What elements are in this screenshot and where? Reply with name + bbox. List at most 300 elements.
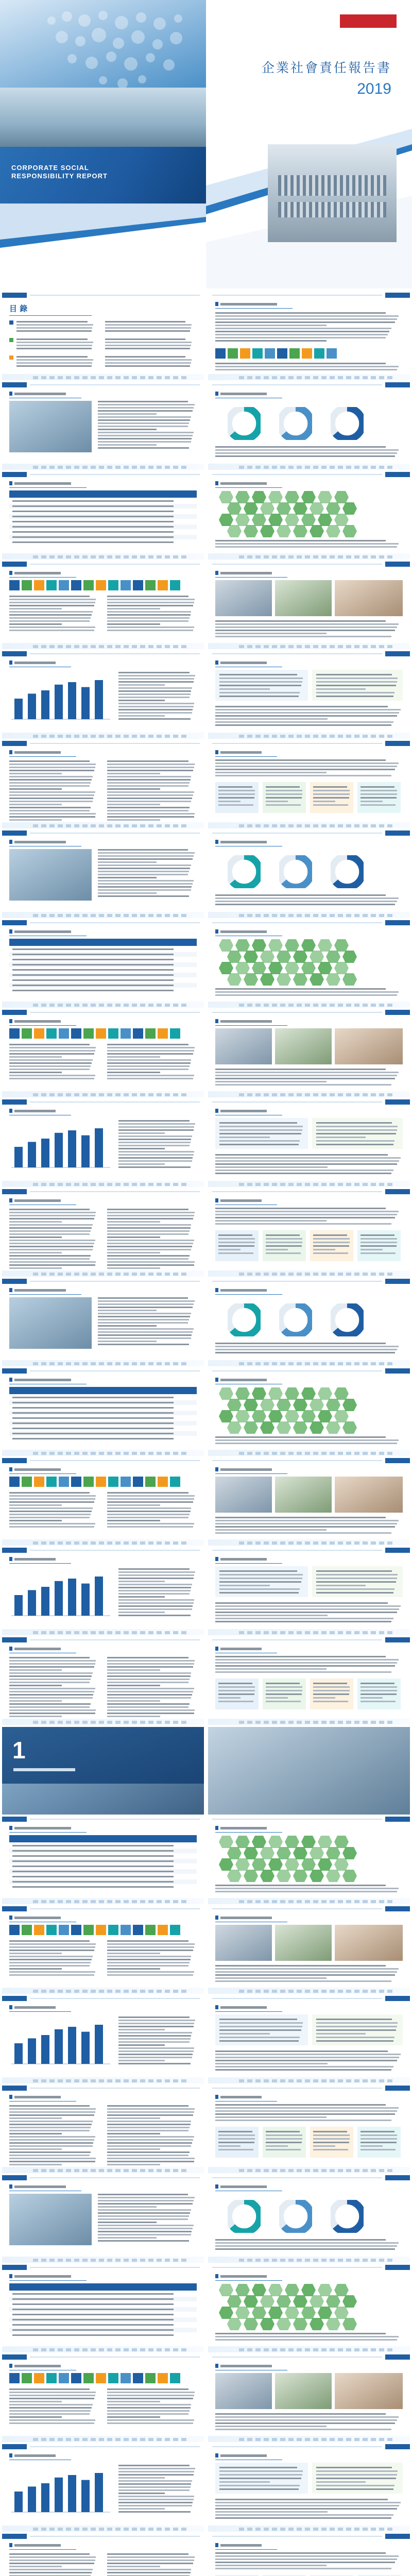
footer-decoration <box>33 1093 187 1096</box>
donut-graphic <box>279 1303 312 1336</box>
text-line <box>9 2151 91 2153</box>
text-line <box>107 1660 195 1662</box>
text-line <box>98 404 195 405</box>
header-accent-block <box>385 2354 410 2360</box>
text-line <box>9 630 94 631</box>
text-line <box>219 2474 302 2476</box>
text-line <box>98 886 192 888</box>
text-line <box>98 438 192 439</box>
photo <box>208 1727 410 1815</box>
text-line <box>360 2134 397 2136</box>
text-line <box>215 1671 391 1673</box>
text-line <box>215 759 386 761</box>
text-line <box>9 1675 92 1677</box>
page-header-rule <box>2 1906 204 1911</box>
text-line <box>107 2148 160 2150</box>
text-line <box>118 2477 165 2479</box>
header-line <box>30 2267 200 2268</box>
text-line <box>218 1242 255 1243</box>
text-line <box>218 2134 255 2136</box>
text-line <box>107 1507 191 1509</box>
section-heading-underline <box>9 1294 81 1295</box>
text-line <box>215 2069 391 2071</box>
section-heading-marker <box>9 2005 12 2009</box>
text-line <box>12 1428 174 1429</box>
text-line <box>215 1665 395 1667</box>
text-line <box>118 678 194 680</box>
text-line <box>218 2142 254 2143</box>
header-accent-block <box>2 1189 27 1194</box>
text-line <box>98 2222 157 2223</box>
page-footer-band <box>208 1181 410 1187</box>
text-line <box>98 413 157 415</box>
text-line <box>215 1971 397 1973</box>
page-header-rule <box>2 2086 204 2091</box>
text-line <box>118 1126 194 1128</box>
text-line <box>107 1212 195 1213</box>
text-line <box>107 1492 188 1494</box>
text-line <box>316 2470 398 2472</box>
text-line <box>98 2212 190 2214</box>
text-line <box>118 1574 194 1576</box>
text-line <box>9 1950 94 1951</box>
text-line <box>215 452 397 454</box>
icon-tile <box>22 1028 32 1039</box>
footer-decoration <box>33 735 187 738</box>
section-heading-marker <box>215 750 218 754</box>
header-line <box>30 564 200 565</box>
text-line <box>105 330 190 332</box>
page-header-rule <box>2 293 204 298</box>
header-line <box>30 1370 200 1371</box>
section-heading-underline <box>9 1563 71 1564</box>
section-heading-marker <box>215 392 218 396</box>
text-line <box>313 1245 349 1247</box>
header-accent-block <box>385 2265 410 2270</box>
footer-decoration <box>239 555 393 558</box>
report-page-left <box>2 382 204 470</box>
section-heading-marker <box>9 2543 12 2547</box>
text-line <box>266 793 302 795</box>
text-line <box>118 1608 192 1610</box>
hexagon-shape <box>227 973 242 986</box>
header-accent-block <box>2 382 27 387</box>
text-line <box>9 1672 93 1674</box>
text-line <box>107 1218 193 1219</box>
text-line <box>9 2105 90 2107</box>
text-line <box>9 773 62 774</box>
header-line <box>212 1819 382 1820</box>
hexagon-shape <box>243 1421 259 1434</box>
text-line <box>107 801 191 802</box>
text-line <box>266 1693 302 1695</box>
icon-tile <box>228 348 238 359</box>
building-windows <box>278 202 386 217</box>
page-footer-band <box>208 1719 410 1725</box>
text-line <box>107 1075 194 1076</box>
text-line <box>316 1581 396 1583</box>
page-footer-band <box>2 822 204 828</box>
text-line <box>266 1690 302 1691</box>
bar-graphic <box>9 2465 112 2516</box>
text-line <box>266 1683 300 1684</box>
text-line <box>219 1144 299 1145</box>
text-line <box>118 715 165 717</box>
text-line <box>9 2158 96 2159</box>
page-header-rule <box>208 2354 410 2360</box>
text-line <box>98 2231 192 2232</box>
text-line <box>215 1081 327 1082</box>
text-line <box>360 801 383 802</box>
header-accent-block <box>385 1189 410 1194</box>
header-accent-block <box>385 2175 410 2180</box>
text-line <box>9 614 92 616</box>
hexagon-shape <box>276 1421 291 1434</box>
text-line <box>12 1412 174 1414</box>
text-line <box>215 769 395 770</box>
section-heading-underline <box>9 577 76 578</box>
text-line <box>360 1683 394 1684</box>
header-accent-block <box>385 562 410 567</box>
text-line <box>98 2228 193 2229</box>
header-line <box>212 295 382 296</box>
icon-tile <box>22 580 32 590</box>
text-line <box>107 2563 193 2564</box>
page-header-rule <box>2 2265 204 2270</box>
text-line <box>266 1252 301 1254</box>
text-line <box>107 2416 160 2418</box>
report-spread <box>0 1817 412 1904</box>
text-line <box>215 1217 395 1218</box>
hexagon-shape <box>325 1869 341 1883</box>
page-footer-band <box>2 553 204 560</box>
text-line <box>12 1866 174 1867</box>
spread-gutter <box>204 2534 208 2576</box>
photo <box>215 1477 272 1513</box>
text-line <box>313 2142 349 2143</box>
text-line <box>9 1940 90 1942</box>
text-line <box>316 2037 394 2038</box>
text-line <box>219 1133 301 1134</box>
text-line <box>360 797 397 799</box>
page-footer-band <box>2 1898 204 1904</box>
header-line <box>30 1639 200 1640</box>
footer-decoration <box>33 2438 187 2441</box>
icon-tile <box>240 348 250 359</box>
page-footer-band <box>2 2436 204 2442</box>
section-heading-marker <box>215 1557 218 1561</box>
section-heading-underline <box>9 2101 76 2102</box>
text-line <box>215 2110 397 2112</box>
section-heading-marker <box>9 840 12 844</box>
text-line <box>118 2465 190 2466</box>
text-line <box>215 1069 386 1070</box>
text-line <box>219 681 302 683</box>
text-line <box>266 1686 302 1688</box>
text-line <box>316 2474 397 2476</box>
icon-tile <box>71 1925 81 1935</box>
icon-tile <box>108 1477 118 1487</box>
text-line <box>98 874 188 875</box>
text-line <box>360 1686 397 1688</box>
section-heading-marker <box>215 302 218 306</box>
report-page-right <box>208 472 410 560</box>
text-line <box>215 1526 395 1528</box>
header-line <box>212 743 382 744</box>
hexagon-shape <box>325 1421 341 1434</box>
text-line <box>107 2164 160 2165</box>
footer-decoration <box>33 2348 187 2351</box>
text-line <box>215 321 395 323</box>
report-spread <box>0 1368 412 1456</box>
text-line <box>215 1602 388 1604</box>
text-line <box>107 2388 188 2390</box>
donut-graphic <box>331 1303 364 1336</box>
header-accent-block <box>385 1010 410 1015</box>
header-accent-block <box>385 2444 410 2449</box>
text-line <box>12 2309 174 2310</box>
text-line <box>107 2395 194 2396</box>
text-line <box>118 2023 194 2024</box>
text-line <box>118 2508 165 2510</box>
footer-decoration <box>239 824 393 827</box>
text-line <box>118 2041 190 2043</box>
text-line <box>215 1163 397 1165</box>
page-header-rule <box>2 2354 204 2360</box>
section-heading-text <box>220 2006 267 2009</box>
section-heading-text <box>14 1468 61 1471</box>
text-line <box>9 2121 93 2122</box>
hexagon-shape <box>260 524 275 538</box>
text-line <box>107 1697 191 1699</box>
text-line <box>12 511 174 512</box>
text-line <box>215 2422 395 2424</box>
header-accent-block <box>2 2354 27 2360</box>
header-accent-block <box>385 1637 410 1642</box>
section-heading-underline <box>9 2549 76 2550</box>
text-line <box>218 786 252 788</box>
report-page-left <box>2 2534 204 2576</box>
text-line <box>9 602 95 603</box>
text-line <box>107 2404 191 2405</box>
text-line <box>107 2130 188 2131</box>
page-header-rule <box>2 1817 204 1822</box>
text-line <box>9 1261 96 1263</box>
text-line <box>9 2108 96 2110</box>
section-heading-text <box>220 930 267 933</box>
page-header-rule <box>2 562 204 567</box>
text-line <box>16 327 92 329</box>
hexagon-shape <box>243 2317 259 2331</box>
text-line <box>219 2467 297 2468</box>
text-line <box>9 1682 90 1683</box>
text-line <box>9 1703 91 1705</box>
text-line <box>12 1407 174 1409</box>
text-line <box>118 2063 191 2064</box>
text-line <box>98 2234 191 2235</box>
text-line <box>12 1845 174 1846</box>
text-line <box>12 2298 174 2300</box>
report-page-left <box>2 2265 204 2352</box>
text-line <box>9 791 95 793</box>
photo <box>335 580 403 616</box>
header-line <box>212 564 382 565</box>
text-line <box>98 883 193 885</box>
icon-tile <box>9 1477 20 1487</box>
text-line <box>313 1690 350 1691</box>
toc-heading: 目 錄 <box>9 304 28 313</box>
photo <box>335 1925 403 1961</box>
section-heading-underline <box>215 756 277 757</box>
text-line <box>105 321 185 323</box>
text-line <box>105 345 191 346</box>
text-line <box>218 1690 255 1691</box>
section-heading-text <box>14 572 61 574</box>
text-line <box>313 1686 350 1688</box>
text-line <box>12 974 174 976</box>
footer-decoration <box>239 1183 393 1186</box>
text-line <box>107 2410 190 2412</box>
hexagon-shape <box>293 524 308 538</box>
text-line <box>118 1578 194 1579</box>
report-page-left <box>2 1189 204 1277</box>
section-divider-title <box>13 1768 75 1771</box>
header-line <box>212 1191 382 1192</box>
page-footer-band <box>2 1988 204 1994</box>
hexagon-shape <box>293 2317 308 2331</box>
text-line <box>9 1953 62 1954</box>
section-heading-text <box>220 2275 267 2278</box>
icon-tile <box>34 1925 44 1935</box>
section-heading-text <box>14 2275 71 2278</box>
text-line <box>107 1221 160 1223</box>
page-header-rule <box>2 1996 204 2001</box>
section-heading-marker <box>9 750 12 754</box>
text-line <box>215 894 386 896</box>
icon-tile <box>121 2373 131 2383</box>
text-line <box>98 2240 189 2242</box>
icon-tile <box>215 348 226 359</box>
bar-graphic <box>9 2016 112 2068</box>
text-line <box>218 1245 254 1247</box>
text-line <box>9 1246 93 1247</box>
text-line <box>107 1258 188 1260</box>
section-heading-text <box>14 1558 56 1561</box>
section-heading-text <box>220 2454 267 2457</box>
page-footer-band <box>2 374 204 380</box>
header-line <box>30 833 200 834</box>
text-line <box>9 1657 90 1658</box>
report-page-right <box>208 293 410 380</box>
text-line <box>105 359 192 361</box>
text-line <box>98 1297 188 1299</box>
text-line <box>219 674 297 675</box>
donut-graphic <box>228 2200 261 2233</box>
text-line <box>12 964 174 965</box>
text-line <box>107 1974 193 1976</box>
page-header-rule <box>2 831 204 836</box>
text-line <box>12 1397 174 1398</box>
page-header-rule <box>208 1906 410 1911</box>
icon-tile <box>121 1477 131 1487</box>
cover-back-page <box>0 0 206 289</box>
text-line <box>9 1050 95 1052</box>
text-line <box>9 1520 62 1521</box>
text-line <box>9 596 90 597</box>
hexagon-shape <box>260 2317 275 2331</box>
spread-gutter <box>204 1279 208 1366</box>
report-page-right <box>208 1189 410 1277</box>
report-page-right <box>208 2354 410 2442</box>
page-header-rule <box>2 1010 204 1015</box>
header-accent-block <box>2 2534 27 2539</box>
spread-gutter <box>204 1458 208 1546</box>
text-line <box>107 626 194 628</box>
text-line <box>9 1514 91 1515</box>
text-line <box>219 1570 297 1572</box>
text-line <box>107 1246 192 1247</box>
cover-spread <box>0 0 412 289</box>
text-line <box>12 1860 174 1862</box>
icon-tile <box>46 1477 57 1487</box>
text-line <box>118 2502 193 2503</box>
text-line <box>98 1328 194 1330</box>
text-line <box>9 779 92 781</box>
text-line <box>118 2505 192 2506</box>
text-line <box>360 786 394 788</box>
header-line <box>212 384 382 385</box>
text-line <box>219 2019 297 2020</box>
text-line <box>107 1709 195 1711</box>
text-line <box>215 1346 399 1347</box>
footer-decoration <box>239 1452 393 1455</box>
section-heading-text <box>14 1199 61 1202</box>
page-footer-band <box>208 1988 410 1994</box>
text-line <box>215 546 397 548</box>
text-line <box>266 1234 300 1236</box>
header-line <box>212 1998 382 1999</box>
text-line <box>98 1325 157 1327</box>
text-line <box>9 2136 95 2138</box>
text-line <box>107 807 190 808</box>
text-line <box>219 2022 303 2024</box>
text-line <box>107 1950 193 1951</box>
text-line <box>316 2033 366 2035</box>
text-line <box>107 1672 191 1674</box>
text-line <box>9 1267 62 1269</box>
text-line <box>215 1529 327 1531</box>
icon-tile <box>108 580 118 590</box>
table-header <box>9 1387 197 1394</box>
text-line <box>219 1122 297 1124</box>
text-line <box>9 1230 91 1232</box>
text-line <box>118 1163 165 1165</box>
text-line <box>215 1968 399 1970</box>
report-page-right <box>208 382 410 470</box>
text-line <box>215 2555 399 2557</box>
text-line <box>118 1157 193 1159</box>
toc-section-marker <box>9 338 13 342</box>
header-line <box>212 1370 382 1371</box>
text-line <box>107 1227 191 1229</box>
section-heading-underline <box>215 1832 282 1833</box>
text-line <box>98 1322 188 1324</box>
section-heading-underline <box>215 1294 282 1295</box>
page-footer-band <box>208 1002 410 1008</box>
section-heading-underline <box>9 756 76 757</box>
section-divider-number: 1 <box>12 1737 26 1764</box>
text-line <box>107 1056 160 1058</box>
